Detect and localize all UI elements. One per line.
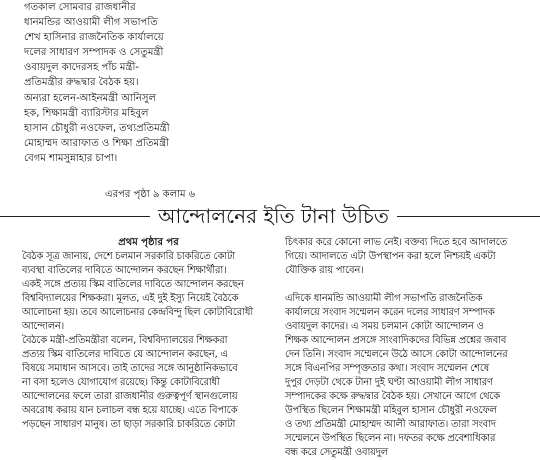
text-line: একই সঙ্গে প্রত্যয় স্কিম বাতিলের দাবিতে আন্দোলন করছেন — [22, 279, 244, 290]
text-line: এদিকে ধানমন্ডি আওয়ামী লীগ সভাপতি রাজনৈতিক — [285, 293, 483, 304]
paragraph-gap — [285, 278, 530, 292]
text-line: ধানমন্ডির আওয়ামী লীগ সভাপতি — [24, 17, 158, 29]
text-line: শেখ হাসিনার রাজনৈতিক কার্যালয়ে — [24, 32, 164, 44]
text-line: সম্পাদকের কক্ষে রুদ্ধদ্বার বৈঠক হয়। সেখানে আগে থেকে — [285, 391, 500, 402]
text-line: ওবায়দুল কাদেরসহ পাঁচ মন্ত্রী- — [24, 62, 139, 74]
text-line: গতকাল সোমবার রাজধানীর — [24, 2, 136, 13]
text-line: হক, শিক্ষামন্ত্রী ব্যারিস্টার মহিবুল — [24, 107, 149, 119]
text-line: কার্যালয়ে সংবাদ সম্মেলন করেন দলের সাধারণ সম্পাদক — [285, 307, 495, 318]
article-left-column — [22, 236, 275, 432]
text-line: বৈঠকে মন্ত্রী-প্রতিমন্ত্রীরা বলেন, বিশ্ববিদ্যালয়ের শিক্ষকরা — [22, 335, 228, 346]
text-line: ও তথ্য প্রতিমন্ত্রী মোহাম্মদ আলী আরাফাত। তারা সংবাদ — [285, 419, 496, 430]
text-line: গিয়ে। আদালতে এটা উপস্থাপন করা হলে নিশ্চয়ই একটা — [285, 251, 496, 262]
text-line: বিশ্ববিদ্যালয়ের শিক্ষকরা। মূলত, এই দুই ইস্যু নিয়েই বৈঠকে — [22, 293, 239, 304]
text-line: অবরোধ করায় যান চলাচল বন্ধ হয়ে যাচ্ছে। এতে বিপাকে — [22, 405, 238, 416]
text-line: না বসা হলেও যোগাযোগ রয়েছে। কিন্তু কোটাবিরোধী — [22, 377, 220, 388]
text-line: বেগম শামসুন্নাহার চাপা। — [24, 152, 118, 164]
continuation-heading: প্রথম পৃষ্ঠার পর — [118, 237, 179, 248]
text-line: বিষয়ে সমাধান আসবে। তাই তাদের সঙ্গে আনুষ্ঠানিকভাবে — [22, 363, 238, 374]
continued-on-page-note: এরপর পৃষ্ঠা ৯ কলাম ৬ — [105, 189, 196, 200]
text-line: শিক্ষক আন্দোলন প্রসঙ্গে সাংবাদিকদের বিভিন্ন প্রশ্নের জবাব — [285, 335, 507, 346]
text-line: যৌক্তিক রায় পাবেন। — [285, 265, 364, 276]
text-line: মোহাম্মদ আরাফাত ও শিক্ষা প্রতিমন্ত্রী — [24, 137, 169, 149]
text-line: ব্যবস্থা বাতিলের দাবিতে আন্দোলন করছেন শিক্ষার্থীরা। — [22, 265, 227, 276]
text-line: সঙ্গে বিএনপির সম্পৃক্ততার কথা। সংবাদ সম্মেলন শেষে — [285, 363, 490, 374]
text-line: উপস্থিত ছিলেন শিক্ষামন্ত্রী মহিবুল হাসান চৌধুরী নওফেল — [285, 405, 497, 416]
text-line: চিৎকার করে কোনো লাভ নেই। বক্তব্য দিতে হবে আদালতে — [285, 237, 507, 248]
text-line: আন্দোলনের ফলে তারা রাজধানীর গুরুত্বপূর্ণ স্থানগুলোয় — [22, 391, 238, 402]
text-line: বৈঠক সূত্র জানায়, দেশে চলমান সরকারি চাকরিতে কোটা — [22, 251, 235, 262]
text-line: দুপুর দেড়টা থেকে টানা দুই ঘণ্টা আওয়ামী লীগ সাধারণ — [285, 377, 493, 388]
text-line: হাসান চৌধুরী নওফেল, তথ্যপ্রতিমন্ত্রী — [24, 122, 170, 134]
text-line: দেন তিনি। সংবাদ সম্মেলনে উঠে আসে কোটা আন্দোলনের — [285, 349, 508, 360]
article-headline: আন্দোলনের ইতি টানা উচিত — [150, 203, 397, 230]
headline-bar — [0, 203, 540, 231]
text-line: ওবায়দুল কাদের। এ সময় চলমান কোটা আন্দোলন ও — [285, 321, 484, 332]
text-line: দলের সাধারণ সম্পাদক ও সেতুমন্ত্রী — [24, 47, 164, 59]
text-line: প্রত্যয় স্কিম বাতিলের দাবিতে যে আন্দোলন করছেন, এ — [22, 349, 228, 360]
text-line: সম্মেলনে উপস্থিত ছিলেন না। দফতর কক্ষে প্রবেশাধিকার — [285, 433, 496, 444]
text-line: আলোচনা হয়। তবে আলোচনার কেন্দ্রবিন্দু ছিল কোটাবিরোধী — [22, 307, 254, 318]
text-line: অন্যরা হলেন-আইনমন্ত্রী আনিসুল — [24, 92, 156, 104]
article-right-column — [285, 236, 530, 460]
text-line: বন্ধ করে সেতুমন্ত্রী ওবায়দুল — [285, 447, 388, 458]
text-line: প্রতিমন্ত্রীর রুদ্ধদ্বার বৈঠক হয়। — [24, 77, 139, 89]
text-line: আন্দোলন। — [22, 321, 64, 332]
text-line: পড়ছেন সাধারণ মানুষ। তা ছাড়া সরকারি চাকরিতে কোটা — [22, 419, 236, 430]
top-continuation-block — [24, 0, 254, 166]
